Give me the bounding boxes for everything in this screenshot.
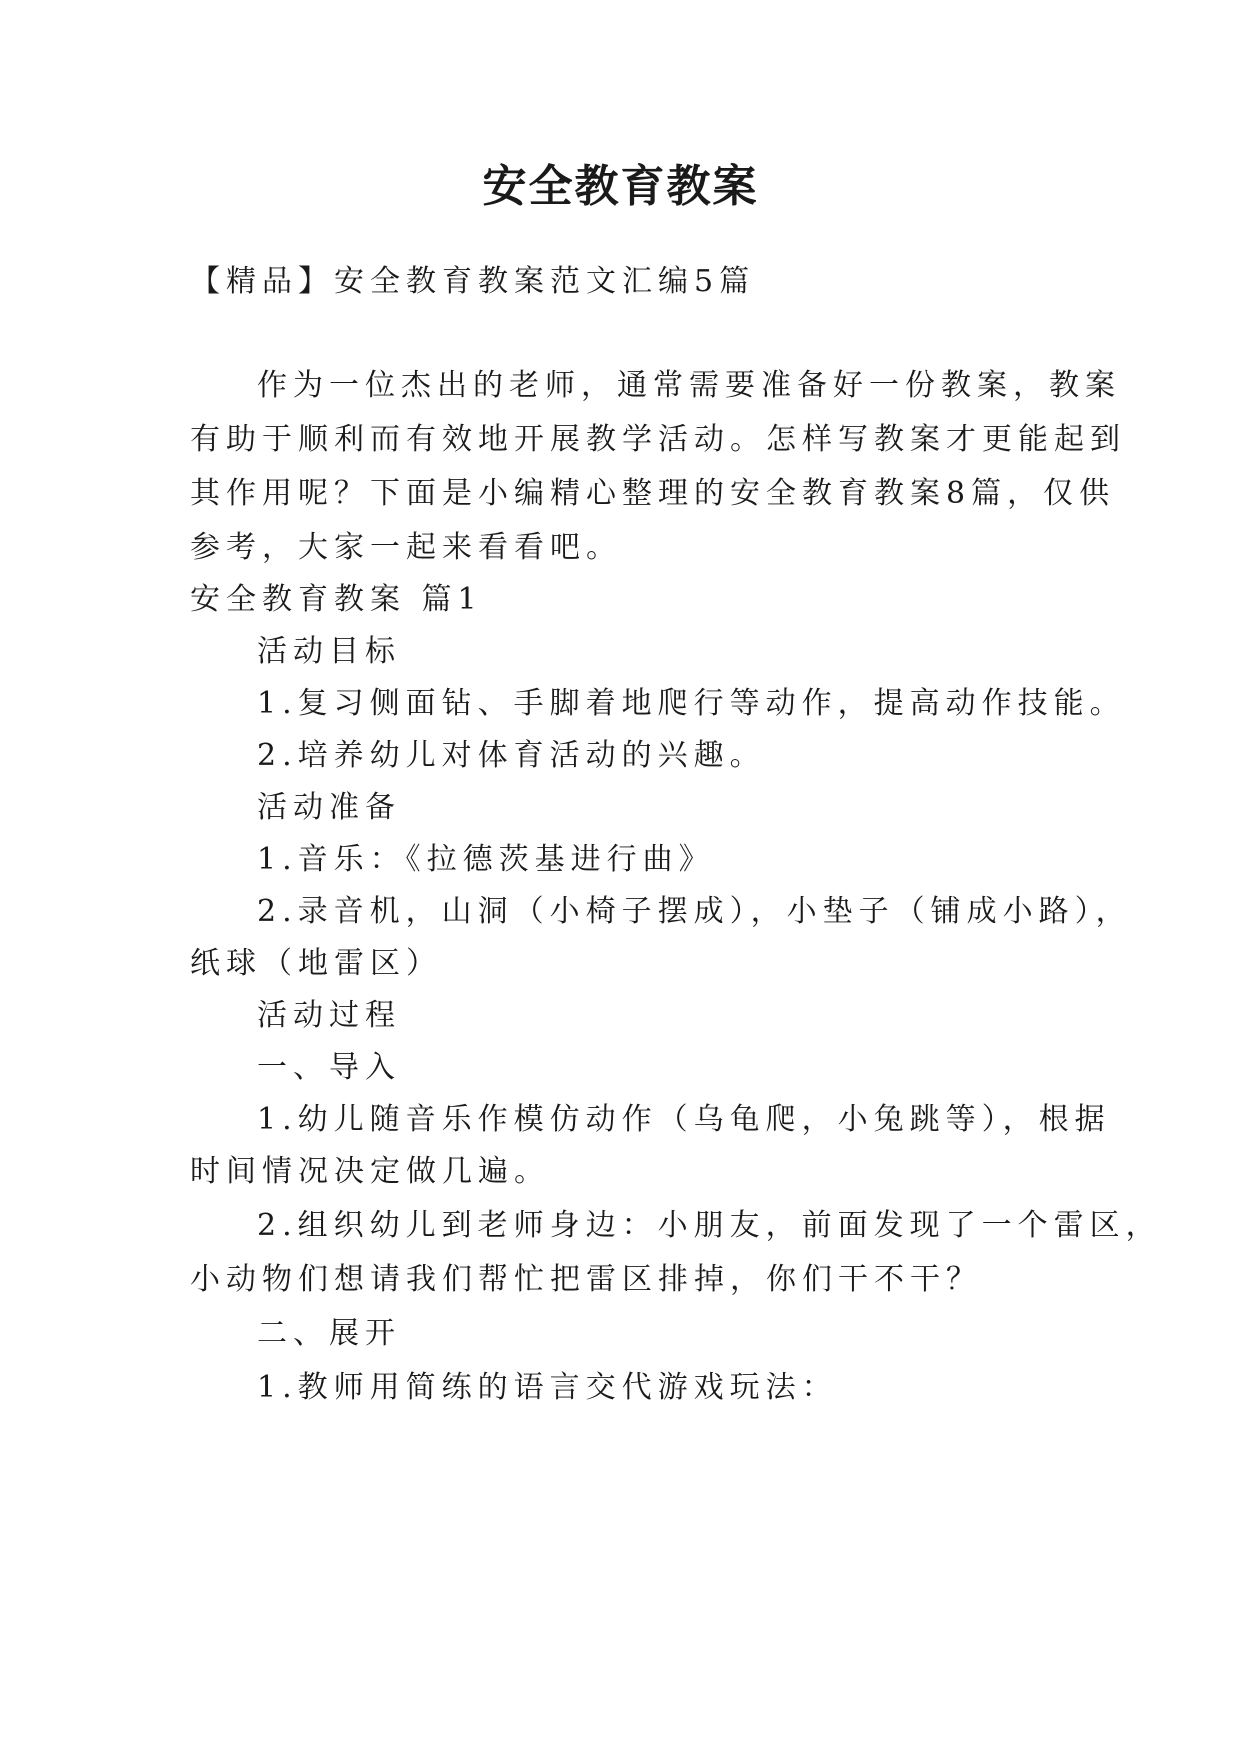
body-line: 1.幼儿随音乐作模仿动作（乌龟爬，小兔跳等），根据 bbox=[257, 1102, 1111, 1137]
body-line: 2.组织幼儿到老师身边：小朋友，前面发现了一个雷区， bbox=[257, 1208, 1162, 1243]
body-heading: 活动准备 bbox=[257, 790, 401, 825]
section-heading: 安全教育教案 篇1 bbox=[190, 582, 483, 617]
intro-line: 参考，大家一起来看看吧。 bbox=[190, 530, 622, 565]
body-line: 时间情况决定做几遍。 bbox=[190, 1154, 550, 1189]
body-line: 纸球（地雷区） bbox=[190, 946, 442, 981]
body-heading: 活动过程 bbox=[257, 998, 401, 1033]
intro-line: 其作用呢？下面是小编精心整理的安全教育教案8篇，仅供 bbox=[190, 476, 1116, 511]
intro-line: 作为一位杰出的老师，通常需要准备好一份教案，教案 bbox=[257, 368, 1121, 403]
body-line: 1.复习侧面钻、手脚着地爬行等动作，提高动作技能。 bbox=[257, 686, 1126, 721]
document-subtitle: 【精品】安全教育教案范文汇编5篇 bbox=[190, 264, 756, 299]
body-line: 2.培养幼儿对体育活动的兴趣。 bbox=[257, 738, 766, 773]
body-heading: 活动目标 bbox=[257, 634, 401, 669]
intro-line: 有助于顺利而有效地开展教学活动。怎样写教案才更能起到 bbox=[190, 422, 1126, 457]
body-line: 小动物们想请我们帮忙把雷区排掉，你们干不干？ bbox=[190, 1262, 982, 1297]
body-line: 2.录音机，山洞（小椅子摆成），小垫子（铺成小路）， bbox=[257, 894, 1132, 929]
page-title: 安全教育教案 bbox=[482, 161, 759, 212]
body-line: 1.教师用简练的语言交代游戏玩法： bbox=[257, 1370, 838, 1405]
body-line: 1.音乐：《拉德茨基进行曲》 bbox=[257, 842, 715, 877]
body-heading: 一、导入 bbox=[257, 1050, 401, 1085]
body-heading: 二、展开 bbox=[257, 1316, 401, 1351]
